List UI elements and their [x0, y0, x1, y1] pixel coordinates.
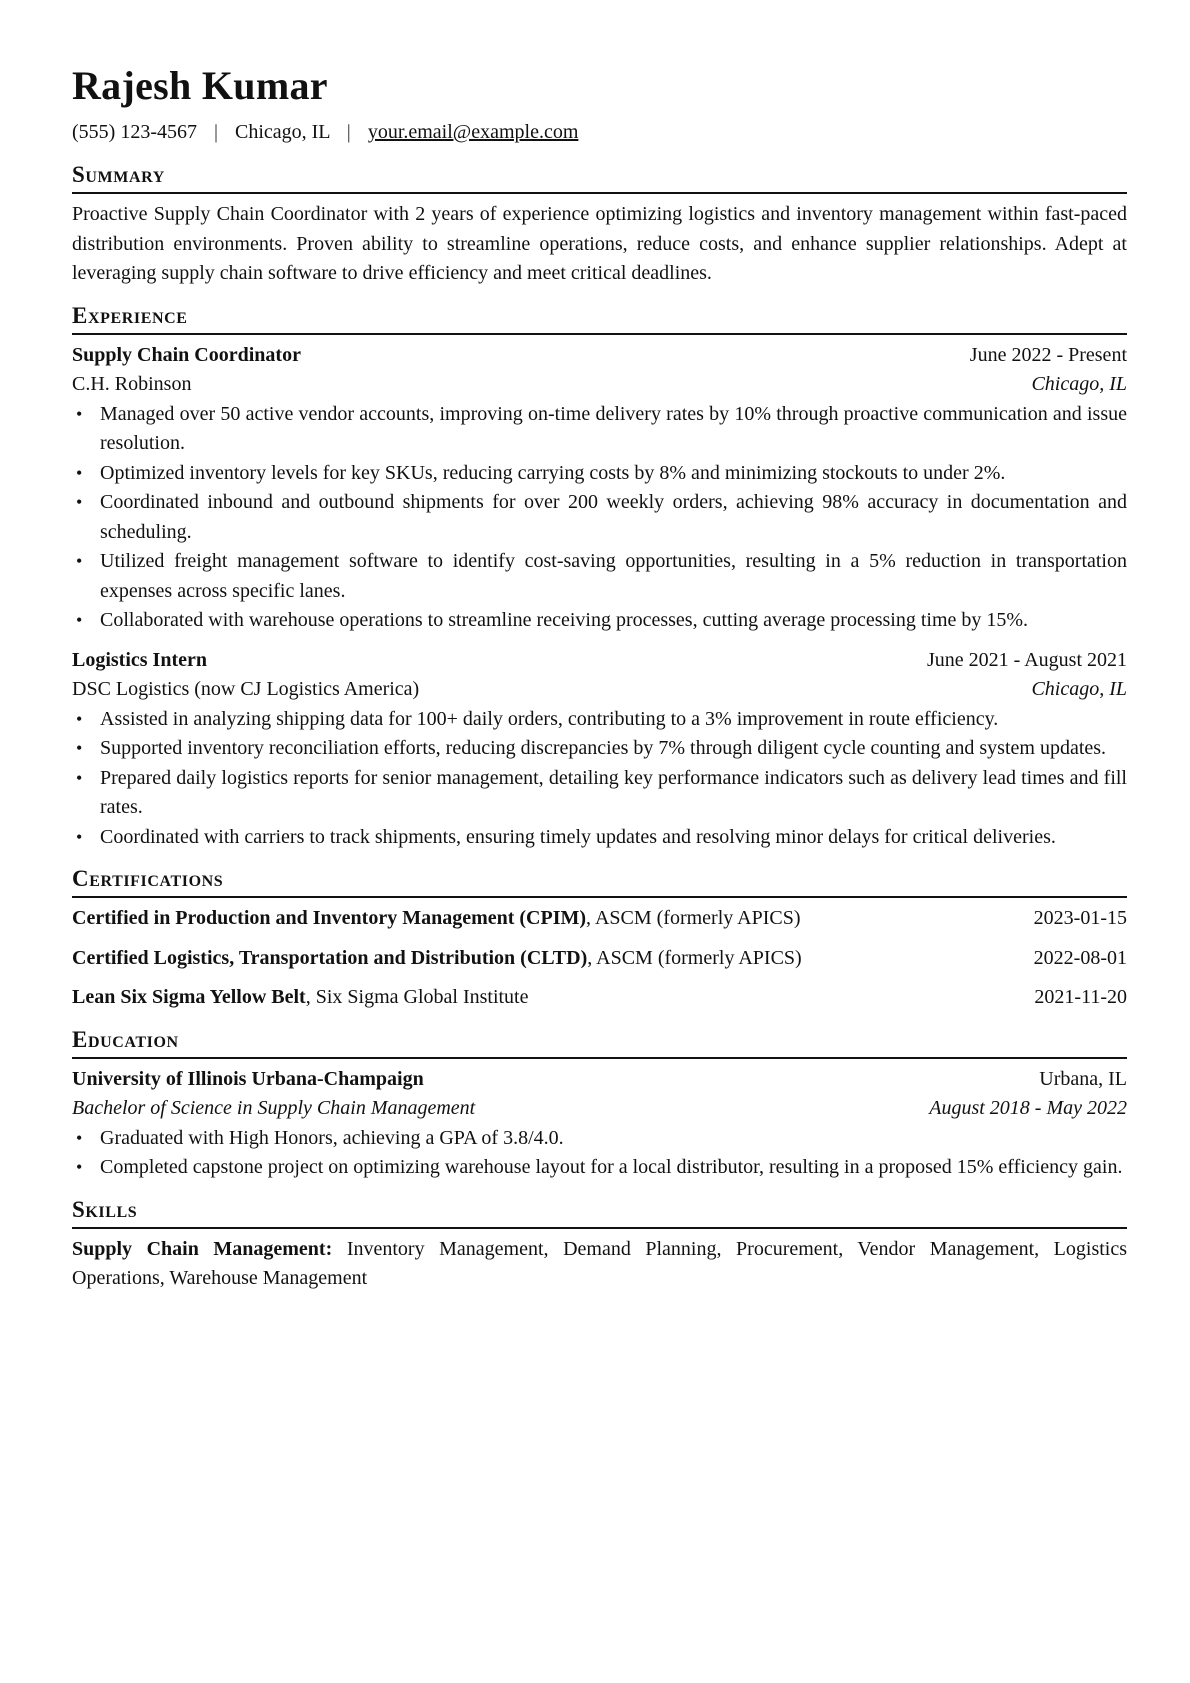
section-title-certifications: Certifications: [72, 864, 1127, 898]
separator: |: [346, 121, 351, 143]
section-title-summary: Summary: [72, 160, 1127, 194]
section-title-skills: Skills: [72, 1195, 1127, 1229]
summary-text: Proactive Supply Chain Coordinator with 2 years of experience optimizing logistics and inventory management within fast-paced distribution environments. Proven ability to streamline operations, reduce costs, and enhance supplier relationships. Adept at leveraging supply chain software to drive efficiency and meet critical deadlines.: [72, 203, 1127, 284]
education-entry: [72, 1065, 1127, 1183]
bullet-item: • Collaborated with warehouse operations to streamline receiving processes, cutting average processing time by 15%.: [100, 606, 1127, 636]
phone: (555) 123-4567: [72, 121, 197, 143]
bullet-item: • Managed over 50 active vendor accounts, improving on-time delivery rates by 10% through proactive communication and issue resolution.: [100, 400, 1127, 459]
certification-item: [72, 983, 1127, 1013]
cert-issuer: , ASCM (formerly APICS): [587, 946, 802, 969]
cert-name: Certified in Production and Inventory Management (CPIM): [72, 907, 587, 929]
job-bullets: [72, 705, 1127, 853]
section-title-education: Education: [72, 1025, 1127, 1059]
job-location: Chicago, IL: [1031, 373, 1127, 395]
bullet-item: • Supported inventory reconciliation efforts, reducing discrepancies by 7% through diligent cycle counting and system updates.: [100, 734, 1127, 764]
location: Chicago, IL: [235, 121, 330, 143]
job-dates: June 2022 - Present: [969, 343, 1127, 366]
cert-date: 2022-08-01: [1033, 946, 1127, 969]
bullet-item: • Utilized freight management software to identify cost-saving opportunities, resulting in a 5% reduction in transportation expenses across specific lanes.: [100, 547, 1127, 606]
job-dates: June 2021 - August 2021: [927, 648, 1127, 671]
skill-category: Supply Chain Management:: [72, 1237, 333, 1260]
separator: |: [213, 121, 218, 143]
cert-issuer: , Six Sigma Global Institute: [305, 986, 529, 1008]
email-link[interactable]: your.email@example.com: [367, 121, 579, 143]
certification-item: [72, 944, 1127, 974]
candidate-name: Rajesh Kumar: [72, 63, 328, 108]
bullet-item: • Assisted in analyzing shipping data for 100+ daily orders, contributing to a 3% improvement in route efficiency.: [100, 705, 1127, 735]
bullet-item: • Prepared daily logistics reports for senior management, detailing key performance indicators such as delivery lead times and fill rates.: [100, 764, 1127, 823]
contact-line: [72, 118, 1127, 146]
school-location: Urbana, IL: [1039, 1067, 1127, 1090]
job-company: C.H. Robinson: [72, 373, 192, 395]
skill-items: Inventory Management, Demand Planning, Procurement, Vendor Management, Logistics Operations, Warehouse Management: [72, 1237, 1128, 1289]
job-role: Supply Chain Coordinator: [72, 343, 301, 366]
cert-issuer: , ASCM (formerly APICS): [586, 907, 801, 929]
job-role: Logistics Intern: [72, 648, 207, 671]
cert-date: 2021-11-20: [1034, 986, 1127, 1008]
experience-entry: [72, 341, 1127, 636]
school-name: University of Illinois Urbana-Champaign: [72, 1067, 424, 1090]
degree: Bachelor of Science in Supply Chain Management: [72, 1097, 476, 1119]
job-location: Chicago, IL: [1031, 678, 1127, 700]
job-bullets: [72, 400, 1127, 636]
section-title-experience: Experience: [72, 301, 1127, 335]
cert-date: 2023-01-15: [1033, 907, 1127, 929]
skills-line: [72, 1235, 1127, 1294]
bullet-item: • Coordinated inbound and outbound shipments for over 200 weekly orders, achieving 98% accuracy in documentation and scheduling.: [100, 488, 1127, 547]
bullet-item: • Completed capstone project on optimizing warehouse layout for a local distributor, resulting in a proposed 15% efficiency gain.: [100, 1153, 1127, 1183]
certification-item: [72, 904, 1127, 934]
bullet-item: • Graduated with High Honors, achieving a GPA of 3.8/4.0.: [100, 1124, 1127, 1154]
cert-name: Certified Logistics, Transportation and Distribution (CLTD): [72, 946, 588, 969]
bullet-item: • Coordinated with carriers to track shipments, ensuring timely updates and resolving minor delays for critical deliveries.: [100, 823, 1127, 853]
education-bullets: [72, 1124, 1127, 1183]
education-dates: August 2018 - May 2022: [929, 1097, 1127, 1119]
experience-entry: [72, 646, 1127, 853]
job-company: DSC Logistics (now CJ Logistics America): [72, 678, 420, 700]
cert-name: Lean Six Sigma Yellow Belt: [72, 986, 306, 1008]
bullet-item: • Optimized inventory levels for key SKUs, reducing carrying costs by 8% and minimizing stockouts to under 2%.: [100, 459, 1127, 489]
